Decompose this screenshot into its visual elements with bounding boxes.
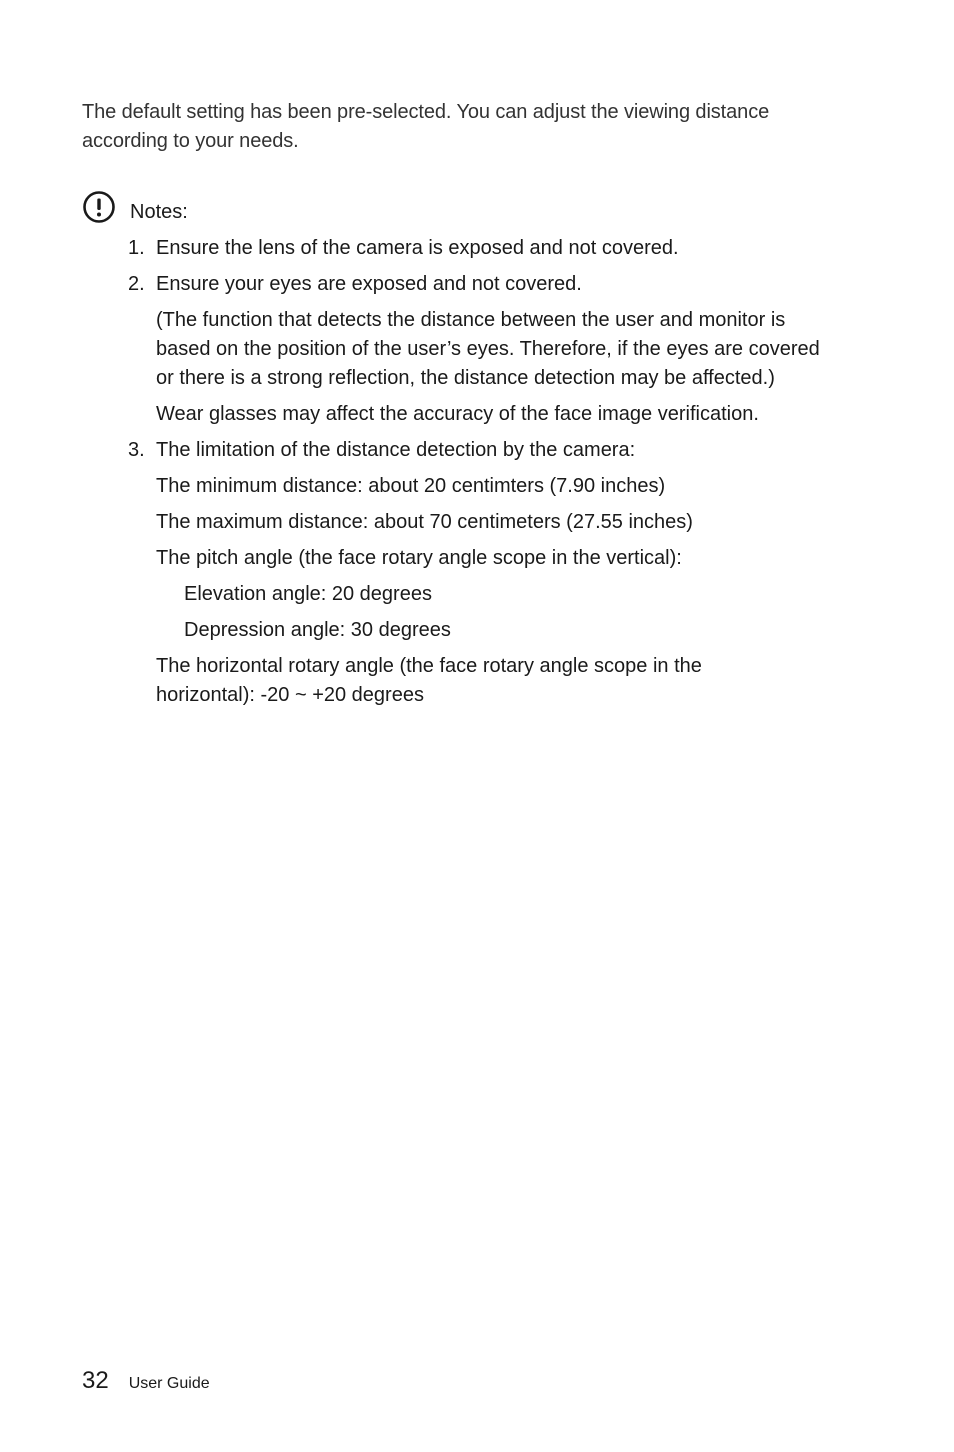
notes-header bbox=[82, 190, 116, 224]
notes-list bbox=[128, 234, 828, 717]
exclamation-circle-icon bbox=[82, 190, 116, 224]
note-number: 2. bbox=[128, 273, 145, 295]
note-2-glasses: Wear glasses may affect the accuracy of the face image verification. bbox=[156, 403, 759, 425]
page-footer bbox=[82, 1366, 210, 1396]
note-text: Ensure your eyes are exposed and not covered. bbox=[156, 273, 582, 295]
note-item-1 bbox=[128, 234, 828, 263]
page-number: 32 bbox=[82, 1367, 109, 1394]
note-text: Ensure the lens of the camera is exposed and not covered. bbox=[156, 237, 679, 259]
pitch-angle: The pitch angle (the face rotary angle scope in the vertical): bbox=[156, 547, 682, 569]
note-2-explanation: (The function that detects the distance between the user and monitor is based on the position of the user’s eyes. Therefore, if the eyes are covered or there is a strong reflection, the distance detection may be affected.) bbox=[156, 309, 820, 389]
note-item-2 bbox=[128, 270, 828, 299]
note-number: 1. bbox=[128, 237, 145, 259]
min-distance: The minimum distance: about 20 centimters (7.90 inches) bbox=[156, 475, 666, 497]
horizontal-angle: The horizontal rotary angle (the face rotary angle scope in the horizontal): -20 ~ +20 degrees bbox=[156, 655, 702, 706]
intro-paragraph: The default setting has been pre-selected. You can adjust the viewing distance according to your needs. bbox=[82, 101, 770, 152]
max-distance: The maximum distance: about 70 centimeters (27.55 inches) bbox=[156, 511, 693, 533]
guide-label: User Guide bbox=[128, 1375, 210, 1392]
depression-angle: Depression angle: 30 degrees bbox=[184, 619, 451, 641]
elevation-angle: Elevation angle: 20 degrees bbox=[184, 583, 432, 605]
note-text: The limitation of the distance detection by the camera: bbox=[156, 439, 636, 461]
note-number: 3. bbox=[128, 439, 145, 461]
notes-title: Notes: bbox=[130, 201, 188, 223]
note-item-3 bbox=[128, 436, 828, 465]
